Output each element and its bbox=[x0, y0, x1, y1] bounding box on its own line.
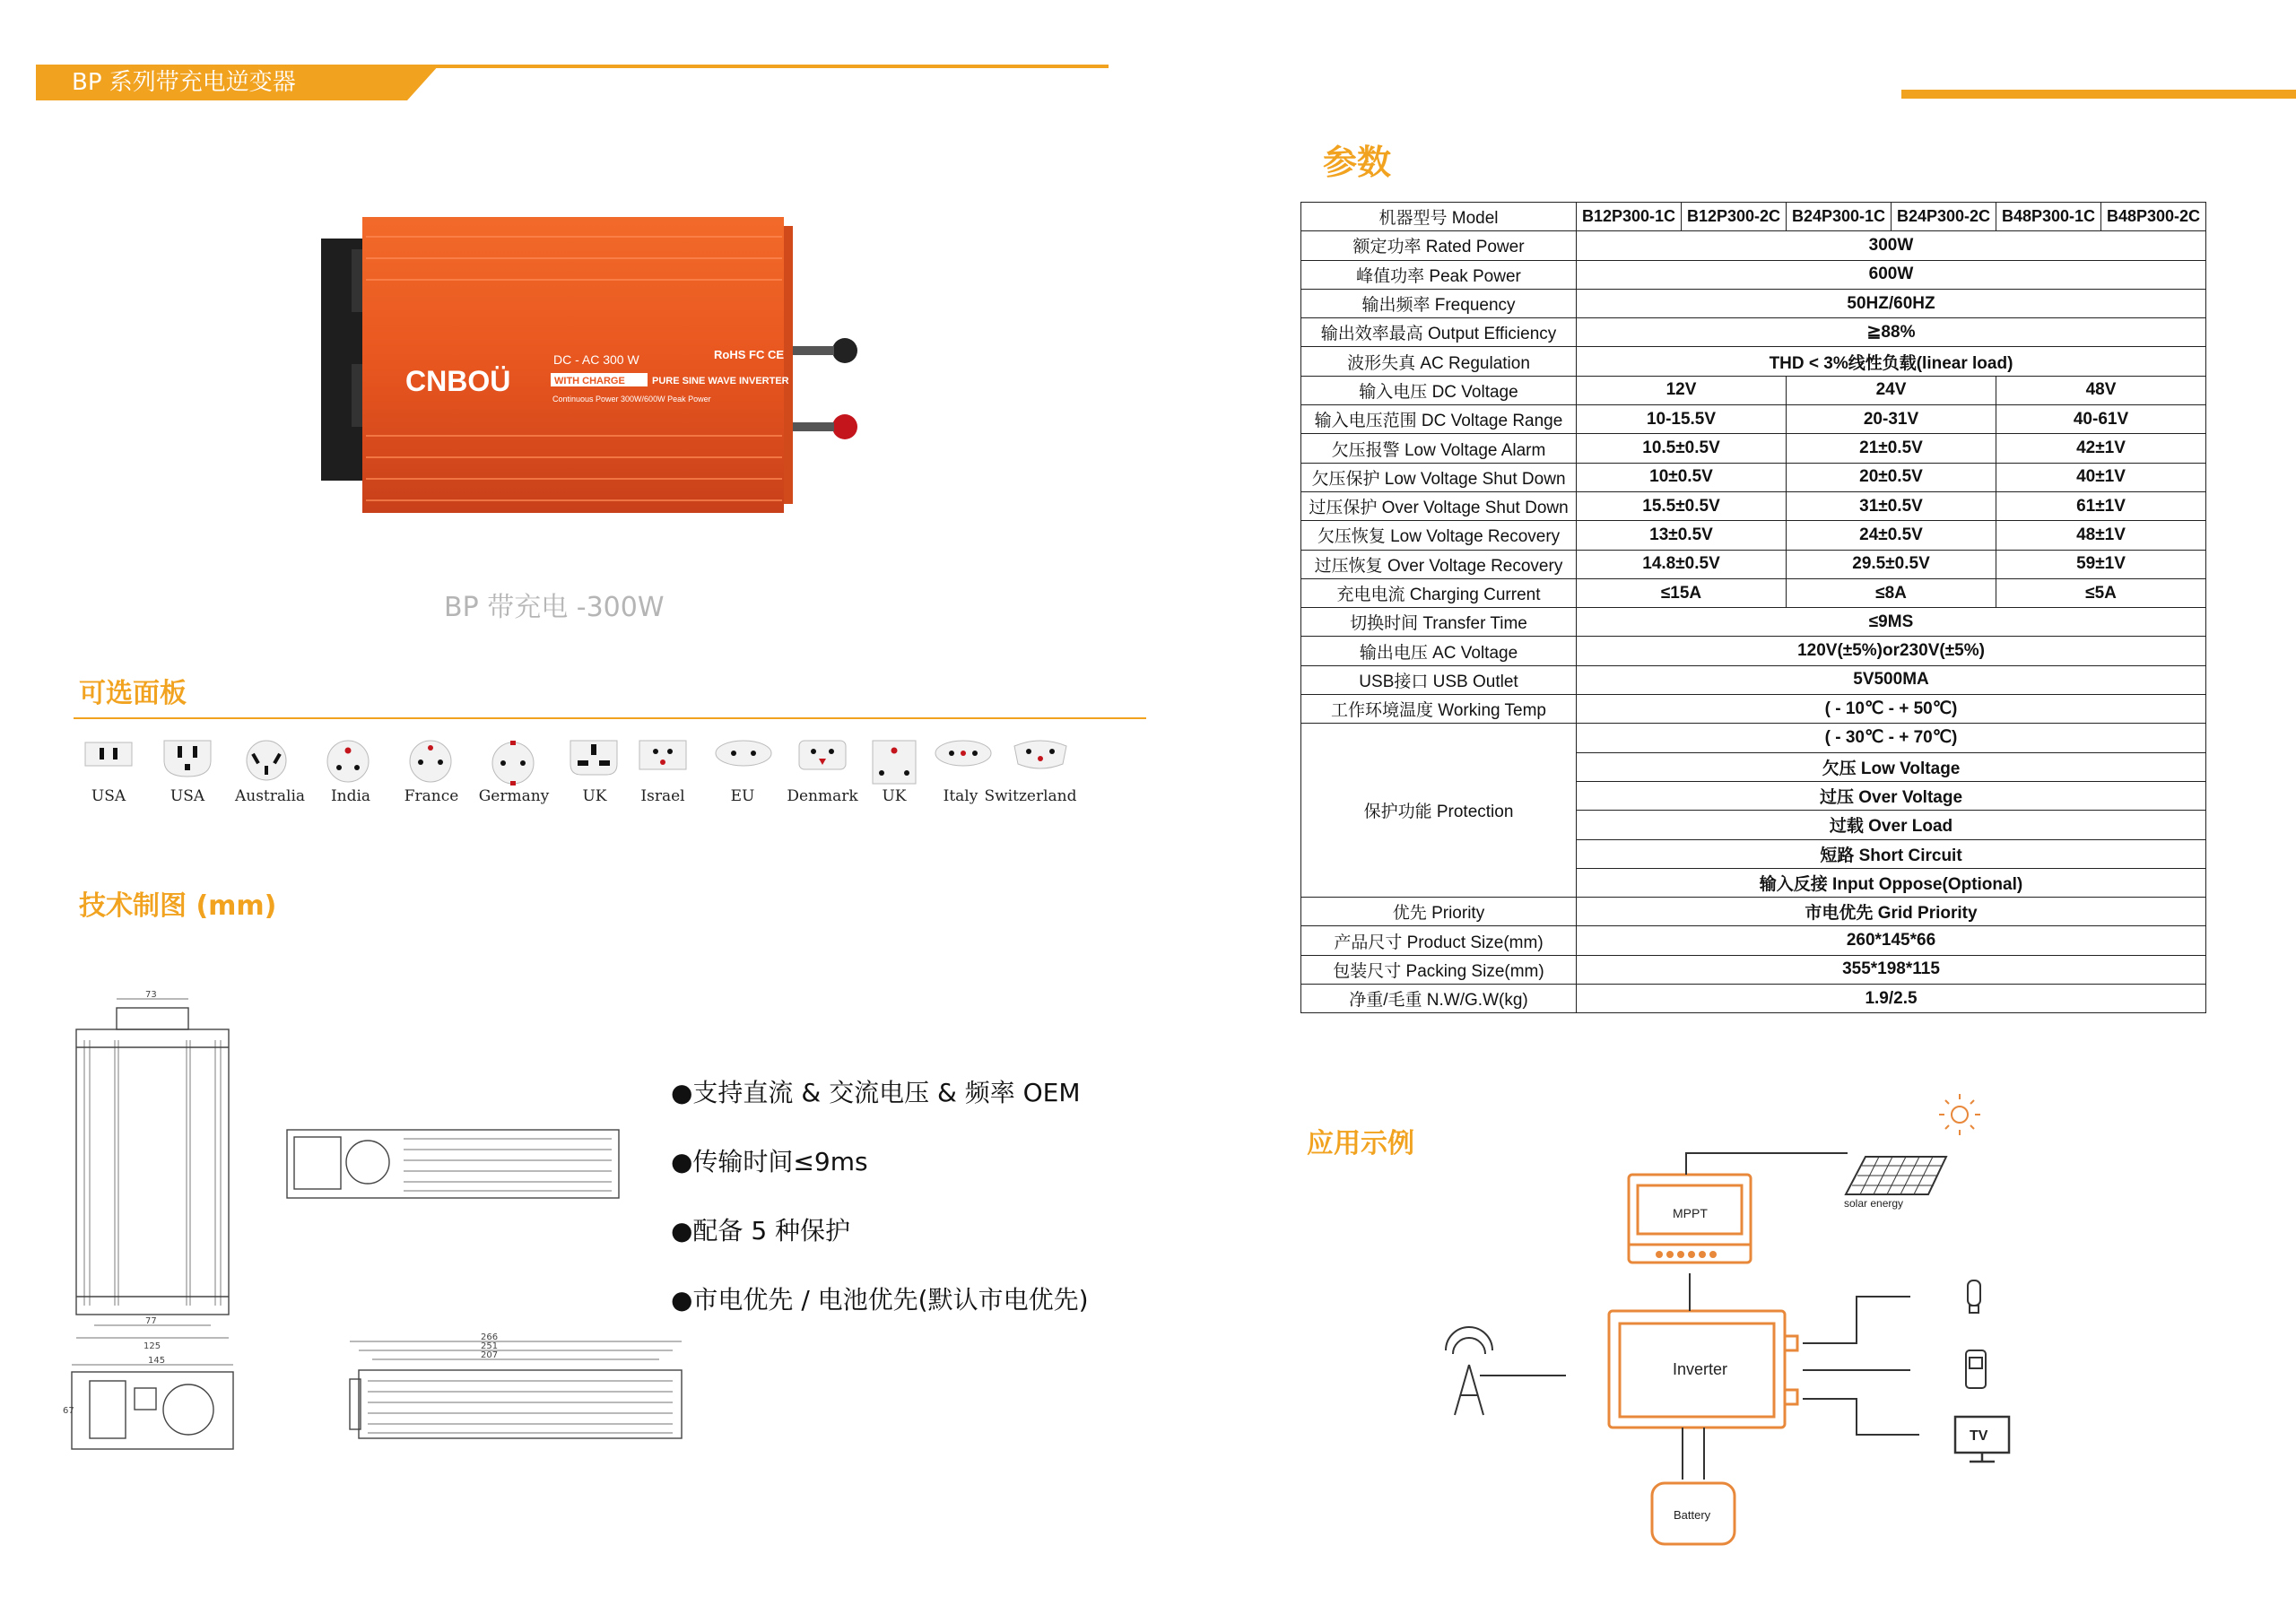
model-cell: B24P300-1C bbox=[1787, 203, 1892, 231]
drawing-title: 技术制图 (mm) bbox=[79, 890, 277, 922]
spec-label: 充电电流 Charging Current bbox=[1301, 578, 1577, 607]
dim-len-a: 266 bbox=[481, 1332, 499, 1342]
cert-badges: RoHS FC CE bbox=[714, 348, 784, 361]
model-text: DC - AC 300 W bbox=[553, 352, 639, 367]
uk-plug-icon bbox=[558, 737, 630, 778]
spec-value: 12V bbox=[1577, 376, 1787, 404]
charge-tag: WITH CHARGE bbox=[554, 376, 625, 386]
usa-grounded-plug-icon bbox=[152, 737, 223, 780]
header-title: BP 系列带充电逆变器 bbox=[72, 69, 296, 96]
plug-label: Denmark bbox=[787, 787, 858, 805]
plug-label: UK bbox=[882, 787, 907, 805]
feature-item: ●传输时间≤9ms bbox=[671, 1147, 868, 1176]
header-rule-right bbox=[1901, 90, 2296, 99]
plug-label: France bbox=[404, 787, 459, 805]
solar-label: solar energy bbox=[1844, 1197, 1904, 1210]
spec-value: 市电优先 Grid Priority bbox=[1577, 898, 2206, 926]
spec-label: 欠压报警 Low Voltage Alarm bbox=[1301, 434, 1577, 463]
switzerland-plug-icon bbox=[1004, 737, 1076, 773]
table-row bbox=[1301, 347, 2206, 376]
spec-label: 切换时间 Transfer Time bbox=[1301, 608, 1577, 637]
tower-icon bbox=[1446, 1327, 1492, 1415]
spec-label: 净重/毛重 N.W/G.W(kg) bbox=[1301, 985, 1577, 1013]
spec-value: 260*145*66 bbox=[1577, 926, 2206, 955]
solar-panel-icon bbox=[1846, 1157, 1946, 1194]
table-row bbox=[1301, 491, 2206, 520]
spec-value: 13±0.5V bbox=[1577, 521, 1787, 550]
uk-square-plug-icon bbox=[858, 737, 930, 787]
spec-value: 29.5±0.5V bbox=[1787, 550, 1996, 578]
spec-label: 过压恢复 Over Voltage Recovery bbox=[1301, 550, 1577, 578]
lamp-icon bbox=[1968, 1280, 1980, 1313]
spec-label: 峰值功率 Peak Power bbox=[1301, 260, 1577, 289]
spec-label: 优先 Priority bbox=[1301, 898, 1577, 926]
eu-plug-icon bbox=[708, 737, 779, 769]
table-row bbox=[1301, 376, 2206, 404]
table-row bbox=[1301, 665, 2206, 694]
table-row bbox=[1301, 637, 2206, 665]
spec-value: 10.5±0.5V bbox=[1577, 434, 1787, 463]
technical-drawing bbox=[63, 986, 691, 1453]
spec-value: THD < 3%线性负载(linear load) bbox=[1577, 347, 2206, 376]
spec-label: 额定功率 Rated Power bbox=[1301, 231, 1577, 260]
spec-value: 20-31V bbox=[1787, 405, 1996, 434]
tv-label: TV bbox=[1970, 1428, 1988, 1444]
spec-value: 355*198*115 bbox=[1577, 955, 2206, 984]
spec-value: 40±1V bbox=[1996, 463, 2206, 491]
spec-value: ≤15A bbox=[1577, 578, 1787, 607]
feature-item: ●市电优先 / 电池优先(默认市电优先) bbox=[671, 1285, 1089, 1315]
plug-label: Israel bbox=[640, 787, 685, 805]
spec-label: 机器型号 Model bbox=[1301, 203, 1577, 231]
spec-value: 过载 Over Load bbox=[1577, 811, 2206, 839]
spec-value: 10-15.5V bbox=[1577, 405, 1787, 434]
table-row bbox=[1301, 578, 2206, 607]
italy-plug-icon bbox=[927, 737, 999, 769]
spec-label: 输出效率最高 Output Efficiency bbox=[1301, 318, 1577, 347]
plug-label: Germany bbox=[478, 787, 550, 805]
table-row bbox=[1301, 695, 2206, 724]
spec-value: 5V500MA bbox=[1577, 665, 2206, 694]
power-text: Continuous Power 300W/600W Peak Power bbox=[552, 395, 711, 404]
feature-item: ●支持直流 & 交流电压 & 频率 OEM bbox=[671, 1078, 1081, 1107]
spec-value: 24±0.5V bbox=[1787, 521, 1996, 550]
mppt-label: MPPT bbox=[1673, 1206, 1708, 1220]
table-row bbox=[1301, 898, 2206, 926]
spec-label: 输出频率 Frequency bbox=[1301, 289, 1577, 317]
spec-value: 31±0.5V bbox=[1787, 491, 1996, 520]
product-image bbox=[316, 212, 863, 570]
product-caption: BP 带充电 -300W bbox=[444, 592, 665, 623]
dim-top: 73 bbox=[145, 990, 157, 1000]
spec-value: ≤8A bbox=[1787, 578, 1996, 607]
table-row bbox=[1301, 231, 2206, 260]
spec-value: 120V(±5%)or230V(±5%) bbox=[1577, 637, 2206, 665]
app-title: 应用示例 bbox=[1307, 1128, 1414, 1159]
dim-side-h: 67 bbox=[63, 1406, 74, 1416]
spec-value: ( - 10℃ - + 50℃) bbox=[1577, 695, 2206, 724]
australia-plug-icon bbox=[230, 737, 302, 782]
application-diagram bbox=[1417, 1085, 2045, 1551]
spec-value: ≤5A bbox=[1996, 578, 2206, 607]
plug-label: Australia bbox=[234, 787, 306, 805]
spec-label: 产品尺寸 Product Size(mm) bbox=[1301, 926, 1577, 955]
spec-label: 输出电压 AC Voltage bbox=[1301, 637, 1577, 665]
table-row bbox=[1301, 318, 2206, 347]
battery-label: Battery bbox=[1674, 1508, 1711, 1522]
model-cell: B48P300-1C bbox=[1996, 203, 2101, 231]
feature-item: ●配备 5 种保护 bbox=[671, 1216, 851, 1245]
israel-plug-icon bbox=[627, 737, 699, 773]
spec-value: 59±1V bbox=[1996, 550, 2206, 578]
spec-value: ≧88% bbox=[1577, 318, 2206, 347]
spec-value: 300W bbox=[1577, 231, 2206, 260]
france-plug-icon bbox=[395, 737, 466, 784]
table-row bbox=[1301, 926, 2206, 955]
spec-value: 24V bbox=[1787, 376, 1996, 404]
dim-len-c: 207 bbox=[481, 1350, 499, 1360]
table-row bbox=[1301, 434, 2206, 463]
table-row bbox=[1301, 955, 2206, 984]
plug-label: India bbox=[330, 787, 371, 805]
spec-value: 欠压 Low Voltage bbox=[1577, 752, 2206, 781]
spec-value: 42±1V bbox=[1996, 434, 2206, 463]
spec-label: 欠压保护 Low Voltage Shut Down bbox=[1301, 463, 1577, 491]
plug-label: Italy bbox=[943, 787, 978, 805]
model-cell: B12P300-1C bbox=[1577, 203, 1682, 231]
germany-plug-icon bbox=[477, 737, 549, 785]
spec-label: 欠压恢复 Low Voltage Recovery bbox=[1301, 521, 1577, 550]
table-row bbox=[1301, 463, 2206, 491]
spec-label: 保护功能 Protection bbox=[1301, 724, 1577, 898]
table-row bbox=[1301, 985, 2206, 1013]
spec-value: 61±1V bbox=[1996, 491, 2206, 520]
spec-label: 工作环境温度 Working Temp bbox=[1301, 695, 1577, 724]
india-plug-icon bbox=[312, 737, 384, 784]
phone-icon bbox=[1966, 1350, 1986, 1388]
table-row bbox=[1301, 405, 2206, 434]
spec-value: 600W bbox=[1577, 260, 2206, 289]
plug-label: Switzerland bbox=[984, 787, 1077, 805]
spec-value: 21±0.5V bbox=[1787, 434, 1996, 463]
plug-label: USA bbox=[91, 787, 126, 805]
spec-value: 过压 Over Voltage bbox=[1577, 781, 2206, 810]
plug-label: UK bbox=[582, 787, 607, 805]
spec-value: 1.9/2.5 bbox=[1577, 985, 2206, 1013]
spec-value: 48V bbox=[1996, 376, 2206, 404]
dim-len-b: 251 bbox=[481, 1341, 499, 1351]
table-row bbox=[1301, 289, 2206, 317]
usa-flat-plug-icon bbox=[73, 737, 144, 769]
table-row bbox=[1301, 550, 2206, 578]
negative-terminal bbox=[832, 338, 857, 363]
inverter-label: Inverter bbox=[1673, 1360, 1728, 1378]
spec-value: 15.5±0.5V bbox=[1577, 491, 1787, 520]
model-cell: B24P300-2C bbox=[1892, 203, 1996, 231]
spec-label: 包装尺寸 Packing Size(mm) bbox=[1301, 955, 1577, 984]
dim-bottom-a: 77 bbox=[145, 1316, 157, 1326]
spec-value: 14.8±0.5V bbox=[1577, 550, 1787, 578]
table-row bbox=[1301, 260, 2206, 289]
spec-value: 20±0.5V bbox=[1787, 463, 1996, 491]
dim-side-a: 145 bbox=[148, 1356, 166, 1366]
spec-value: 50HZ/60HZ bbox=[1577, 289, 2206, 317]
spec-value: 输入反接 Input Oppose(Optional) bbox=[1577, 868, 2206, 897]
spec-value: 10±0.5V bbox=[1577, 463, 1787, 491]
spec-label: 波形失真 AC Regulation bbox=[1301, 347, 1577, 376]
brand-logo: CNBOÜ bbox=[405, 365, 511, 397]
spec-value: 48±1V bbox=[1996, 521, 2206, 550]
spec-table bbox=[1300, 202, 2206, 1013]
spec-label: 输入电压 DC Voltage bbox=[1301, 376, 1577, 404]
denmark-plug-icon bbox=[787, 737, 858, 773]
model-cell: B48P300-2C bbox=[2101, 203, 2206, 231]
type-text: PURE SINE WAVE INVERTER bbox=[652, 376, 789, 386]
positive-terminal bbox=[832, 414, 857, 439]
plug-label: USA bbox=[170, 787, 205, 805]
table-row bbox=[1301, 608, 2206, 637]
spec-value: ≤9MS bbox=[1577, 608, 2206, 637]
table-row bbox=[1301, 203, 2206, 231]
model-cell: B12P300-2C bbox=[1682, 203, 1787, 231]
dim-bottom-b: 125 bbox=[144, 1341, 161, 1351]
spec-value: 短路 Short Circuit bbox=[1577, 839, 2206, 868]
table-row bbox=[1301, 521, 2206, 550]
panels-title: 可选面板 bbox=[79, 678, 187, 709]
spec-label: USB接口 USB Outlet bbox=[1301, 665, 1577, 694]
spec-value: ( - 30℃ - + 70℃) bbox=[1577, 724, 2206, 752]
plug-label: EU bbox=[730, 787, 755, 805]
table-row bbox=[1301, 724, 2206, 752]
spec-label: 过压保护 Over Voltage Shut Down bbox=[1301, 491, 1577, 520]
params-title: 参数 bbox=[1323, 143, 1392, 182]
spec-label: 输入电压范围 DC Voltage Range bbox=[1301, 405, 1577, 434]
spec-value: 40-61V bbox=[1996, 405, 2206, 434]
panels-rule bbox=[74, 717, 1146, 719]
